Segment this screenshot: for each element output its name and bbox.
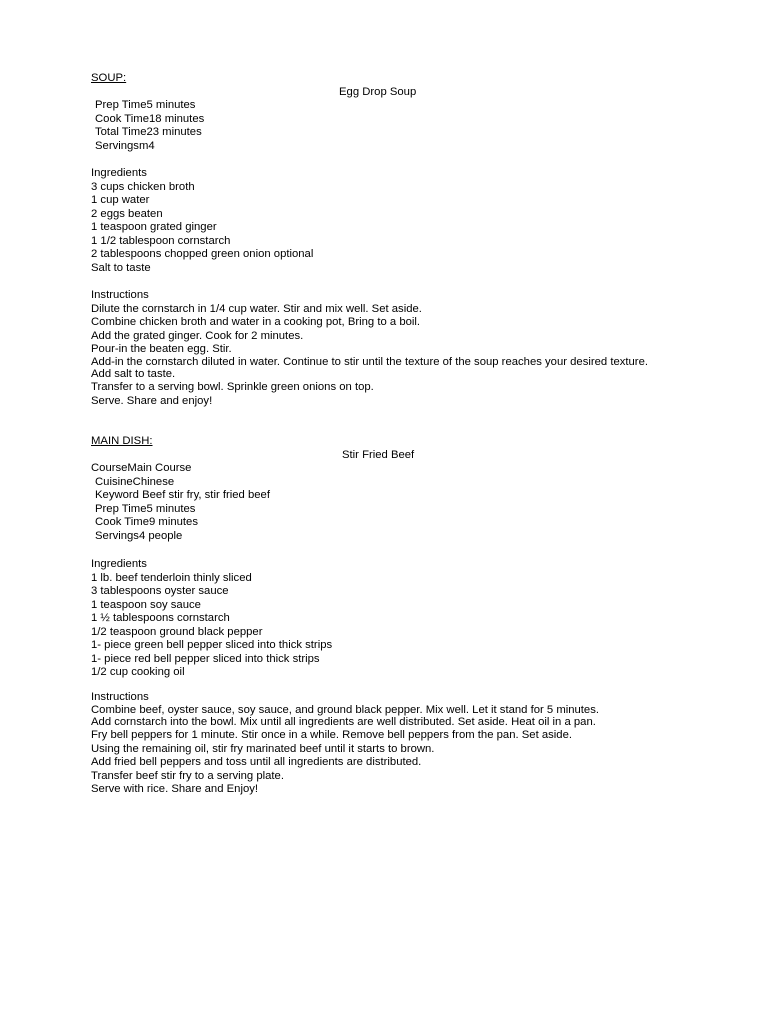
soup-ingredient-item: 1 teaspoon grated ginger <box>91 221 217 233</box>
soup-instruction-step: Transfer to a serving bowl. Sprinkle green onions on top. <box>91 381 374 393</box>
main-dish-cook-time: Cook Time9 minutes <box>95 516 198 528</box>
main-dish-ingredient-item: 1- piece red bell pepper sliced into thick strips <box>91 652 320 665</box>
main-dish-cuisine: CuisineChinese <box>95 475 175 488</box>
main-dish-ingredients <box>91 558 332 680</box>
main-dish-keyword: Keyword Beef stir fry, stir fried beef <box>95 489 270 501</box>
soup-total-time: Total Time23 minutes <box>95 126 202 138</box>
soup-recipe-title: Egg Drop Soup <box>339 86 417 98</box>
soup-ingredient-item: 1 cup water <box>91 194 150 206</box>
soup-ingredient-item: 3 cups chicken broth <box>91 180 195 193</box>
soup-ingredient-item: Salt to taste <box>91 261 151 274</box>
soup-ingredients-heading: Ingredients <box>91 167 147 179</box>
main-dish-recipe-title: Stir Fried Beef <box>342 449 415 461</box>
main-dish-instructions-heading: Instructions <box>91 691 149 703</box>
main-dish-instruction-step: Transfer beef stir fry to a serving plate. <box>91 769 284 782</box>
soup-instructions <box>91 289 671 408</box>
main-dish-instruction-step: Combine beef, oyster sauce, soy sauce, and ground black pepper. Mix well. Let it stand for 5 minutes. <box>91 703 600 716</box>
main-dish-instruction-step: Serve with rice. Share and Enjoy! <box>91 783 259 795</box>
main-dish-ingredient-item: 1- piece green bell pepper sliced into thick strips <box>91 639 333 651</box>
main-dish-section-label: MAIN DISH: <box>91 435 153 447</box>
main-dish-ingredients-heading: Ingredients <box>91 558 147 570</box>
main-dish-ingredient-item: 1 teaspoon soy sauce <box>91 598 201 611</box>
soup-instruction-step: Dilute the cornstarch in 1/4 cup water. Stir and mix well. Set aside. <box>91 302 422 315</box>
main-dish-ingredient-item: 1/2 teaspoon ground black pepper <box>91 625 263 638</box>
soup-instruction-step: Serve. Share and enjoy! <box>91 394 213 407</box>
main-dish-instruction-step: Add fried bell peppers and toss until all ingredients are distributed. <box>91 756 422 768</box>
soup-instruction-step: Add-in the cornstarch diluted in water. Continue to stir until the texture of the soup reaches your desired texture. <box>91 355 648 368</box>
soup-instruction-step: Combine chicken broth and water in a cooking pot, Bring to a boil. <box>91 316 421 328</box>
soup-ingredients <box>91 167 313 275</box>
soup-servings: Servingsm4 <box>95 139 155 152</box>
soup-ingredient-item: 2 eggs beaten <box>91 207 163 220</box>
soup-instructions-heading: Instructions <box>91 289 149 301</box>
soup-instruction-step: Add salt to taste. <box>91 367 176 380</box>
soup-instruction-step: Add the grated ginger. Cook for 2 minutes. <box>91 329 304 342</box>
soup-cook-time: Cook Time18 minutes <box>95 112 205 125</box>
main-dish-prep-time: Prep Time5 minutes <box>95 502 196 515</box>
main-dish-servings: Servings4 people <box>95 529 183 542</box>
main-dish-instruction-step: Using the remaining oil, stir fry marinated beef until it starts to brown. <box>91 742 435 755</box>
main-dish-ingredient-item: 1 lb. beef tenderloin thinly sliced <box>91 571 252 584</box>
soup-meta-list <box>91 99 204 153</box>
main-dish-ingredient-item: 1 ½ tablespoons cornstarch <box>91 612 230 624</box>
soup-section-label: SOUP: <box>91 72 127 84</box>
soup-ingredient-item: 1 1/2 tablespoon cornstarch <box>91 234 231 247</box>
main-dish-course: CourseMain Course <box>91 462 192 474</box>
soup-instruction-step: Pour-in the beaten egg. Stir. <box>91 343 232 355</box>
main-dish-ingredient-item: 1/2 cup cooking oil <box>91 666 185 678</box>
main-dish-ingredient-item: 3 tablespoons oyster sauce <box>91 585 229 597</box>
main-dish-instructions <box>91 691 621 797</box>
soup-prep-time: Prep Time5 minutes <box>95 99 196 111</box>
soup-ingredient-item: 2 tablespoons chopped green onion optional <box>91 248 314 260</box>
main-dish-meta-list <box>91 462 270 543</box>
main-dish-instruction-step: Fry bell peppers for 1 minute. Stir once in a while. Remove bell peppers from the pan. Set aside. <box>91 729 572 741</box>
main-dish-instruction-step: Add cornstarch into the bowl. Mix until all ingredients are well distributed. Set aside. Heat oil in a pan. <box>91 715 596 728</box>
